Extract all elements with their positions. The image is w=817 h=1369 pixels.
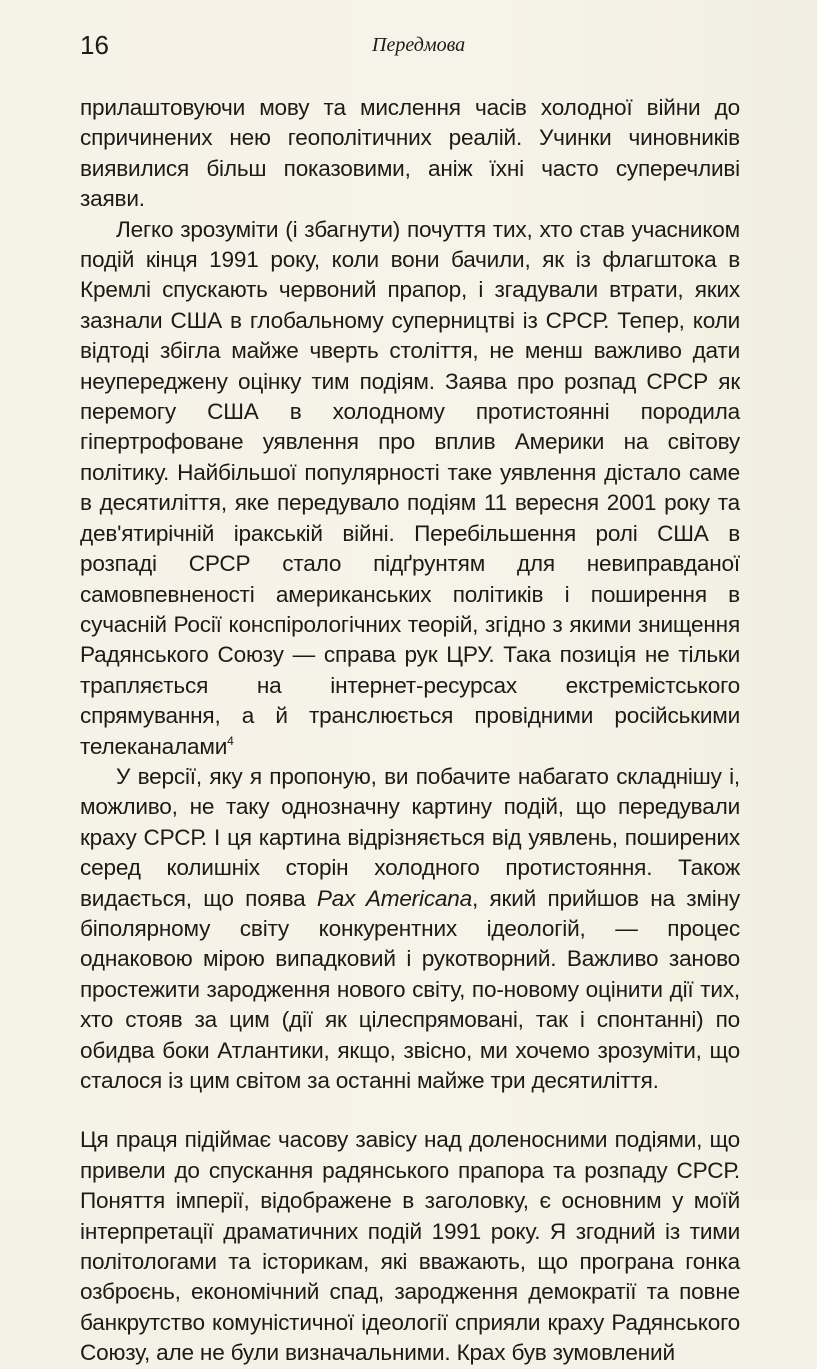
page-number: 16 bbox=[80, 30, 109, 60]
paragraph-text: прилаштовуючи мову та мислення часів холодної війни до спричинених нею геополітичних реалій. Учинки чиновників виявилися більш показовими, аніж їхні часто суперечливі заяви. bbox=[80, 95, 740, 212]
paragraph bbox=[80, 1125, 740, 1368]
footnote-marker: 4 bbox=[227, 733, 234, 748]
paragraph-text: Легко зрозуміти (і збагнути) почуття тих, хто став учасником подій кінця 1991 року, коли вони бачили, як із флагштока в Кремлі спускають червоний прапор, і згадували втрати, яких зазнали США в глобальному суперництві із СРСР. Тепер, коли відтоді збігла майже чверть століття, не менш важливо дати неупереджену оцінку тим подіям. Заява про розпад СРСР як перемогу США в холодному протистоянні породила гіпертрофоване уявлення про вплив Америки на світову політику. Найбільшої популярності таке уявлення дістало саме в десятиліття, яке передувало подіям 11 вересня 2001 року та дев'ятирічній іракській війні. Перебільшення ролі США в розпаді СРСР стало підґрунтям для невиправданої самовпевненості американських політиків і поширення в сучасній Росії конспірологічних теорій, згідно з якими знищення Радянського Союзу — справа рук ЦРУ. Така позиція не тільки трапляється на інтернет-ресурсах екстремістського спрямування, а й транслюється провідними російськими телеканалами bbox=[80, 216, 740, 759]
section-break bbox=[80, 1096, 740, 1125]
paragraph-text: У версії, яку я пропоную, ви побачите набагато складнішу і, можливо, не таку однозначну картину подій, що передували краху СРСР. І ця картина відрізняється від уявлень, поширених серед колишніх сторін холодного протистояння. Також видається, що поява bbox=[80, 763, 740, 911]
paragraph-text: Ця праця підіймає часову завісу над доленосними подіями, що привели до спускання радянського прапора та розпаду СРСР. Поняття імперії, відображене в заголовку, є основним у моїй інтерпретації драматичних подій 1991 року. Я згодний із тими політологами та історикам, які вважають, що програна гонка озброєнь, економічний спад, зародження демократії та повне банкрутство комуністичної ідеології сприяли краху Радянського Союзу, але не були визначальними. Крах був зумовлений bbox=[80, 1127, 740, 1366]
body-text bbox=[80, 93, 740, 1369]
paragraph-text: , який прийшов на зміну біполярному світу конкурентних ідеологій, — процес однаковою мірою випадковий і рукотворний. Важливо заново простежити зародження нового світу, по-новому оцінити дії тих, хто стояв за цим (дії як цілеспрямовані, так і спонтанні) по обидва боки Атлантики, якщо, звісно, ми хочемо зрозуміти, що сталося із цим світом за останні майже три десятиліття. bbox=[80, 885, 740, 1093]
running-title: Передмова bbox=[372, 34, 466, 56]
page-header bbox=[80, 30, 740, 64]
italic-term: Pax Americana bbox=[316, 885, 473, 911]
paragraph bbox=[80, 762, 740, 1096]
paragraph bbox=[80, 215, 740, 762]
paragraph-continuation bbox=[80, 93, 740, 215]
